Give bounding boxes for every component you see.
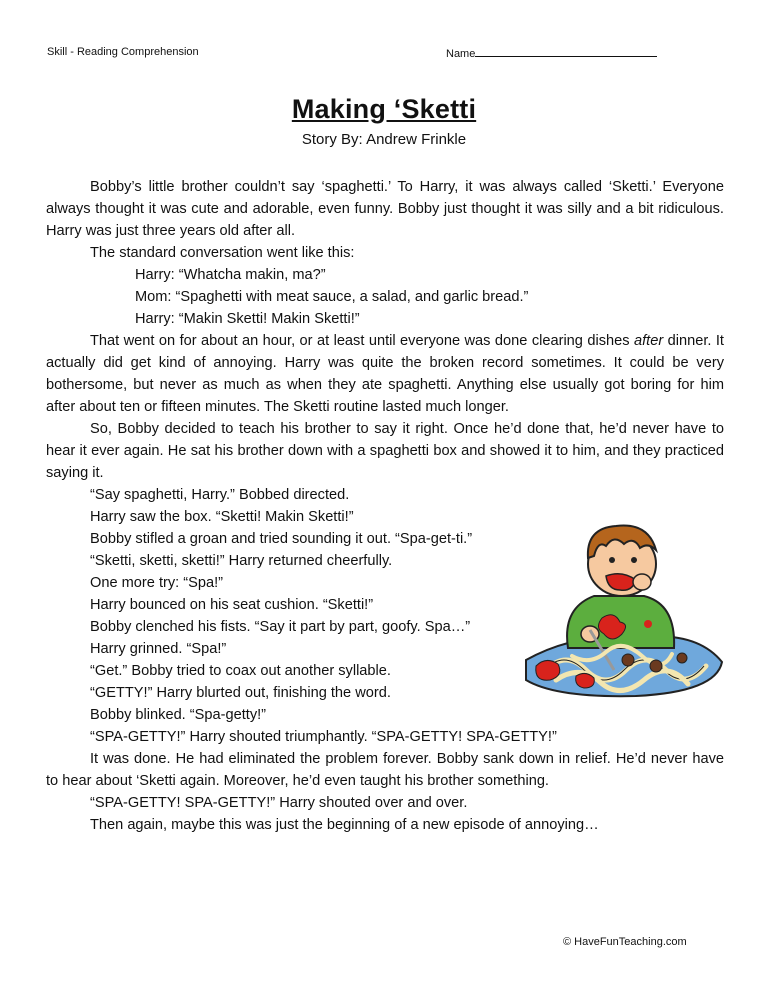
paragraph: Bobby clenched his fists. “Say it part by part, goofy. Spa…”: [90, 619, 471, 635]
paragraph: Harry grinned. “Spa!”: [90, 641, 227, 657]
paragraph: Harry saw the box. “Sketti! Makin Sketti!”: [90, 509, 354, 525]
paragraph: [46, 330, 724, 418]
paragraph: Bobby blinked. “Spa-getty!”: [90, 707, 267, 723]
paragraph: It was done. He had eliminated the problem forever. Bobby sank down in relief. He’d never have to hear about ‘Sketti again. Moreover, he’d even taught his brother something.: [46, 751, 724, 789]
story-byline: Story By: Andrew Frinkle: [301, 131, 467, 148]
skill-label: Skill - Reading Comprehension: [47, 46, 199, 58]
dialogue-line: Harry: “Whatcha makin, ma?”: [135, 267, 326, 283]
paragraph: The standard conversation went like this:: [90, 245, 355, 261]
paragraph: Harry bounced on his seat cushion. “Sketti!”: [90, 597, 374, 613]
paragraph: “SPA-GETTY! SPA-GETTY!” Harry shouted over and over.: [90, 795, 468, 811]
paragraph: Then again, maybe this was just the beginning of a new episode of annoying…: [90, 817, 599, 833]
paragraph: “Say spaghetti, Harry.” Bobbed directed.: [90, 487, 350, 503]
story-body: [46, 176, 724, 836]
emphasis-after: after: [633, 333, 664, 349]
dialogue-line: Mom: “Spaghetti with meat sauce, a salad, and garlic bread.”: [135, 289, 529, 305]
paragraph: “Sketti, sketti, sketti!” Harry returned cheerfully.: [90, 553, 393, 569]
paragraph: Bobby’s little brother couldn’t say ‘spaghetti.’ To Harry, it was always called ‘Sketti.’ Everyone always thought it was cute and adorable, even funny. Bobby just thought it was silly and a bit ridiculous. Harry was just three years old after all.: [46, 179, 724, 239]
story-title: Making ‘Sketti: [291, 94, 477, 124]
text-run: dinner. It actually did get kind of annoying. Harry was quite the broken record sometimes. It could be very bothersome, but never as much as when they ate spaghetti. Anything else usually got boring for him after about ten or fifteen minutes. The Sketti routine lasted much longer.: [46, 333, 724, 415]
paragraph: “Get.” Bobby tried to coax out another syllable.: [90, 663, 391, 679]
paragraph: “SPA-GETTY!” Harry shouted triumphantly. “SPA-GETTY! SPA-GETTY!”: [90, 729, 557, 745]
boy-eating-spaghetti-illustration: [516, 520, 732, 710]
paragraph: “GETTY!” Harry blurted out, finishing the word.: [90, 685, 391, 701]
text-run: That went on for about an hour, or at least until everyone was done clearing dishes: [90, 333, 630, 349]
paragraph: Bobby stifled a groan and tried sounding it out. “Spa-get-ti.”: [90, 531, 473, 547]
paragraph: One more try: “Spa!”: [90, 575, 224, 591]
paragraph: So, Bobby decided to teach his brother to say it right. Once he’d done that, he’d never have to hear it ever again. He sat his brother down with a spaghetti box and showed it to him, and they practiced saying it.: [46, 421, 724, 481]
name-label: Name: [446, 48, 476, 60]
name-field[interactable]: [446, 46, 657, 60]
name-line[interactable]: [475, 46, 657, 57]
dialogue-line: Harry: “Makin Sketti! Makin Sketti!”: [135, 311, 360, 327]
copyright-footer: © HaveFunTeaching.com: [563, 936, 687, 948]
